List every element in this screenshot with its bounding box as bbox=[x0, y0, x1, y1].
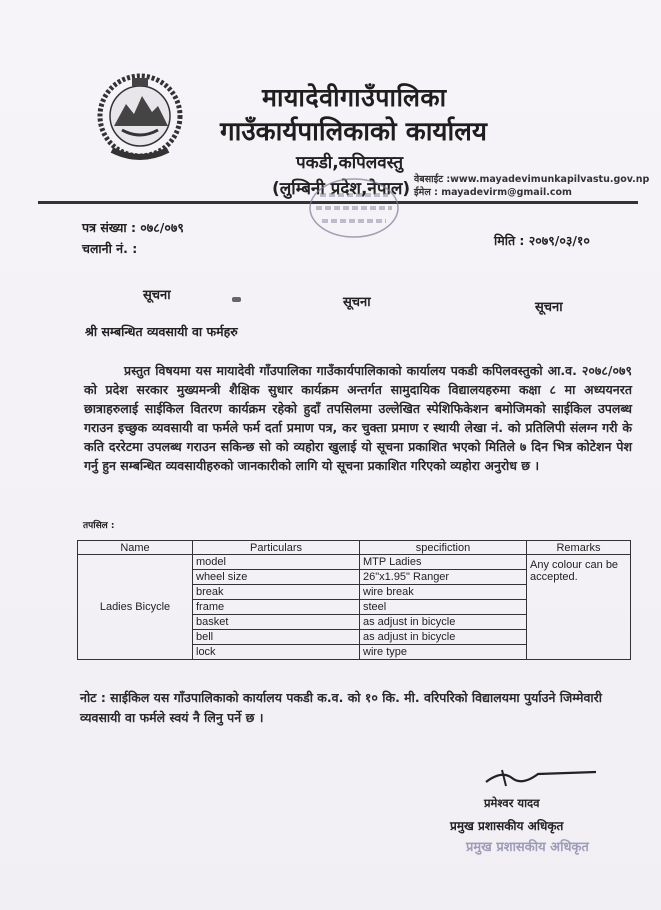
details-label: तपसिल : bbox=[83, 521, 115, 531]
spec-cell: wire type bbox=[360, 645, 527, 660]
office-name: मायादेवीगाउँपालिका bbox=[262, 83, 447, 112]
notice-heading-1: सूचना bbox=[143, 288, 171, 303]
email-line bbox=[414, 185, 572, 198]
signatory-stamp: प्रमुख प्रशासकीय अधिकृत bbox=[466, 840, 589, 855]
column-header-name: Name bbox=[78, 541, 193, 555]
office-address: पकडी,कपिलवस्तु bbox=[296, 153, 404, 173]
website-line bbox=[414, 172, 649, 185]
spec-cell: as adjust in bicycle bbox=[360, 630, 527, 645]
letter-number: पत्र संख्या : ०७८/०७९ bbox=[82, 220, 184, 235]
notice-body-text: प्रस्तुत विषयमा यस मायादेवी गाँउपालिका गाउँकार्यपालिकाको कार्यालय पकडी कपिलवस्तुको आ.व. २०७८/०७९ को प्रदेश सरकार मुख्यमन्त्री शैक्षिक सुधार कार्यक्रम अन्तर्गत सामुदायिक विद्यालयहरुमा कक्षा ८ मा अध्ययनरत छात्राहरुलाई साईकिल वितरण कार्यक्रम रहेको हुदाँ तपसिलमा उल्लेखित स्पेशिफिकेशन बमोजिमको साईकिल उपलब्ध गराउन इच्छुक व्यवसायी वा फर्मले फर्म दर्ता प्रमाण पत्र, कर चुक्ता प्रमाण र स्थायी लेखा नं. को प्रतिलिपी संलग्न गरी के कति दररेटमा उपलब्ध गराउन सकिन्छ सो को व्यहोरा खुलाई यो सूचना प्रकाशित भएको मितिले ७ दिन भित्र कोटेशन पेश गर्नु हुन सम्बन्धित व्यवसायीहरुको जानकारीको लागि यो सूचना प्रकाशित गरिएको व्यहोरा अनुरोध छ । bbox=[84, 363, 632, 473]
government-emblem-icon bbox=[92, 70, 188, 168]
spec-cell: steel bbox=[360, 600, 527, 615]
table-header-row bbox=[78, 541, 631, 555]
particular-cell: lock bbox=[193, 645, 360, 660]
notice-body bbox=[84, 361, 632, 475]
signatory-title: प्रमुख प्रशासकीय अधिकृत bbox=[450, 819, 564, 833]
remarks-text: Any colour can be accepted. bbox=[530, 559, 619, 583]
item-name: Ladies Bicycle bbox=[99, 601, 171, 613]
spec-cell: wire break bbox=[360, 585, 527, 600]
addressee: श्री सम्बन्धित व्यवसायी वा फर्महरु bbox=[85, 324, 238, 339]
handwritten-signature-icon bbox=[482, 766, 600, 790]
column-header-particulars: Particulars bbox=[193, 541, 360, 555]
particular-cell: bell bbox=[193, 630, 360, 645]
letter-date: मिति : २०७९/०३/१० bbox=[494, 233, 590, 248]
ink-speck bbox=[232, 297, 241, 302]
specification-table bbox=[77, 540, 631, 660]
particular-cell: basket bbox=[193, 615, 360, 630]
website-label: वेबसाईट bbox=[414, 174, 444, 185]
particular-cell: wheel size bbox=[193, 570, 360, 585]
particular-cell: model bbox=[193, 555, 360, 570]
particular-cell: frame bbox=[193, 600, 360, 615]
remarks-cell bbox=[527, 555, 631, 660]
item-name-cell bbox=[78, 555, 193, 660]
dispatch-number: चलानी नं. : bbox=[82, 241, 138, 256]
website-url: :www.mayadevimunkapilvastu.gov.np bbox=[446, 174, 650, 185]
spec-cell: MTP Ladies bbox=[360, 555, 527, 570]
office-subtitle: गाउँकार्यपालिकाको कार्यालय bbox=[220, 117, 487, 147]
signatory-name: प्रमेश्वर यादव bbox=[484, 796, 540, 810]
spec-cell: as adjust in bicycle bbox=[360, 615, 527, 630]
column-header-specification: specifiction bbox=[360, 541, 527, 555]
email-address: : mayadevirm@gmail.com bbox=[434, 187, 572, 198]
delivery-note: नोट : साईकिल यस गाँउपालिकाको कार्यालय पकडी क.व. को १० कि. मी. वरिपरिको विद्यालयमा पुर्याउने जिम्मेवारी व्यवसायी वा फर्मले स्वयं नै लिनु पर्ने छ । bbox=[80, 690, 603, 725]
particular-cell: break bbox=[193, 585, 360, 600]
spec-cell: 26"x1.95" Ranger bbox=[360, 570, 527, 585]
table-row bbox=[78, 555, 631, 570]
notice-heading-2: सूचना bbox=[343, 295, 371, 310]
office-stamp-icon bbox=[306, 175, 402, 241]
email-label: ईमेल bbox=[414, 187, 431, 198]
office-province: (लुम्बिनी प्रदेश,नेपाल) bbox=[272, 179, 411, 199]
column-header-remarks: Remarks bbox=[527, 541, 631, 555]
notice-heading-3: सूचना bbox=[535, 300, 563, 315]
